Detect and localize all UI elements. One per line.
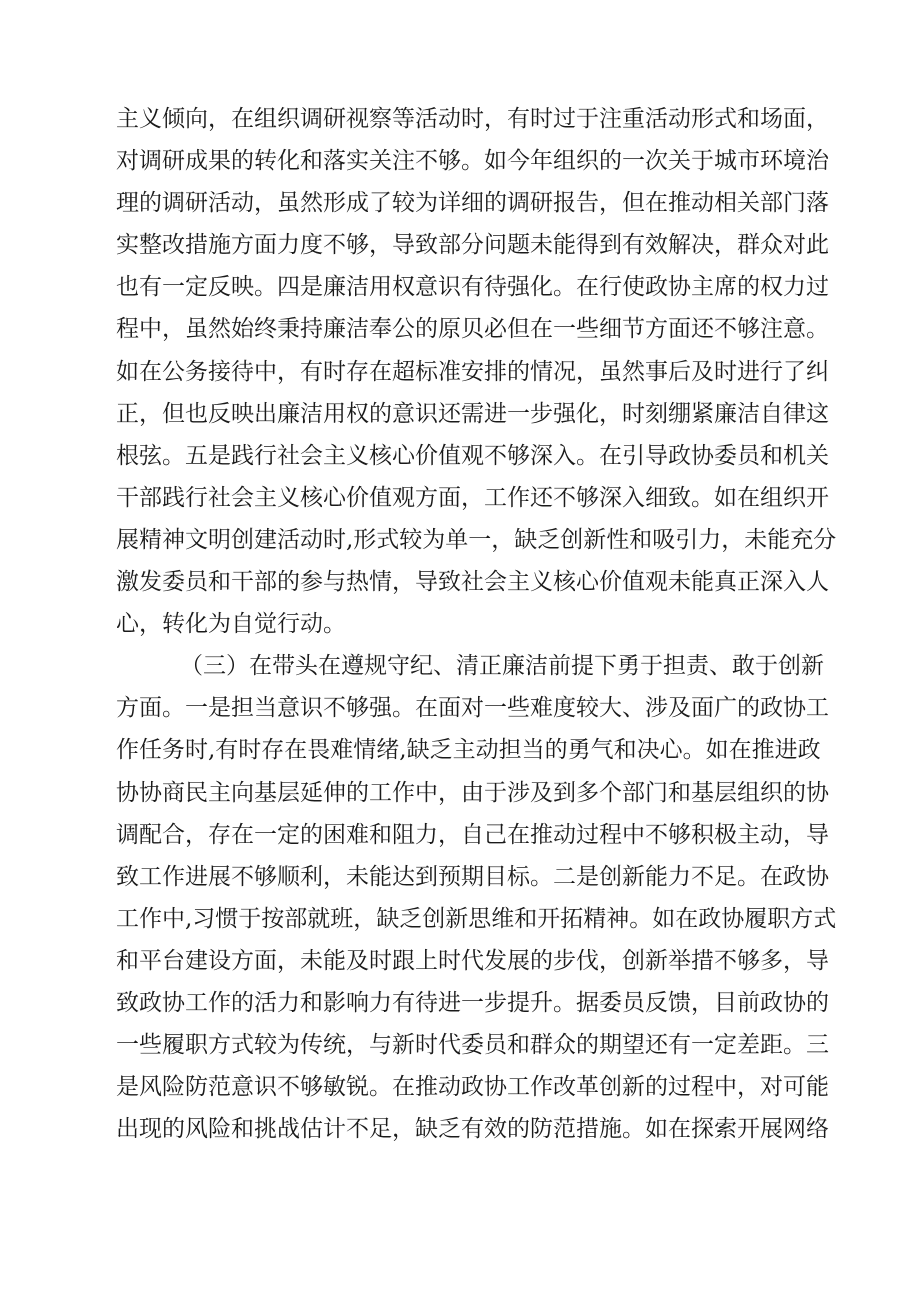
text-line: 协协商民主向基层延伸的工作中，由于涉及到多个部门和基层组织的协 [116,779,829,806]
text-line: 是风险防范意识不够敏锐。在推动政协工作改革创新的过程中，对可能 [116,1074,829,1101]
text-line: 如在公务接待中，有时存在超标准安排的情况，虽然事后及时进行了纠 [116,358,829,385]
text-line: 方面。一是担当意识不够强。在面对一些难度较大、涉及面广的政协工 [116,695,829,722]
body-text [116,98,837,1150]
text-line: 根弦。五是践行社会主义核心价值观不够深入。在引导政协委员和机关 [116,442,829,469]
text-line: 作任务时,有时存在畏难情绪,缺乏主动担当的勇气和决心。如在推进政 [116,737,821,764]
text-line: 也有一定反映。四是廉洁用权意识有待强化。在行使政协主席的权力过 [116,274,829,301]
text-line: 实整改措施方面力度不够，导致部分问题未能得到有效解决，群众对此 [116,232,829,259]
text-line: 调配合，存在一定的困难和阻力，自己在推动过程中不够积极主动，导 [116,821,829,848]
text-line: 工作中,习惯于按部就班，缺乏创新思维和开拓精神。如在政协履职方式 [116,905,837,932]
text-line: 一些履职方式较为传统，与新时代委员和群众的期望还有一定差距。三 [116,1032,829,1059]
text-line: 主义倾向，在组织调研视察等活动时，有时过于注重活动形式和场面， [116,106,829,132]
text-line: 心，转化为自觉行动。 [116,611,346,638]
text-line: 展精神文明创建活动时,形式较为单一，缺乏创新性和吸引力，未能充分 [116,526,837,553]
text-line: 干部践行社会主义核心价值观方面，工作还不够深入细致。如在组织开 [116,484,829,511]
text-line: 对调研成果的转化和落实关注不够。如今年组织的一次关于城市环境治 [116,148,829,175]
text-line: 激发委员和干部的参与热情，导致社会主义核心价值观未能真正深入人 [116,569,829,596]
text-line: 致政协工作的活力和影响力有待进一步提升。据委员反馈，目前政协的 [116,989,829,1016]
text-line: 程中，虽然始终秉持廉洁奉公的原贝必但在一些细节方面还不够注意。 [116,316,829,343]
text-line: 和平台建设方面，未能及时跟上时代发展的步伐，创新举措不够多，导 [116,947,829,974]
section-heading-line: （三）在带头在遵规守纪、清正廉洁前提下勇于担责、敢于创新 [180,653,824,680]
text-line: 出现的风险和挑战估计不足，缺乏有效的防范措施。如在探索开展网络 [116,1116,829,1143]
text-line: 理的调研活动，虽然形成了较为详细的调研报告，但在推动相关部门落 [116,190,829,217]
text-line: 致工作进展不够顺利，未能达到预期目标。二是创新能力不足。在政协 [116,863,829,890]
text-line: 正，但也反映出廉洁用权的意识还需进一步强化，时刻绷紧廉洁自律这 [116,400,829,427]
